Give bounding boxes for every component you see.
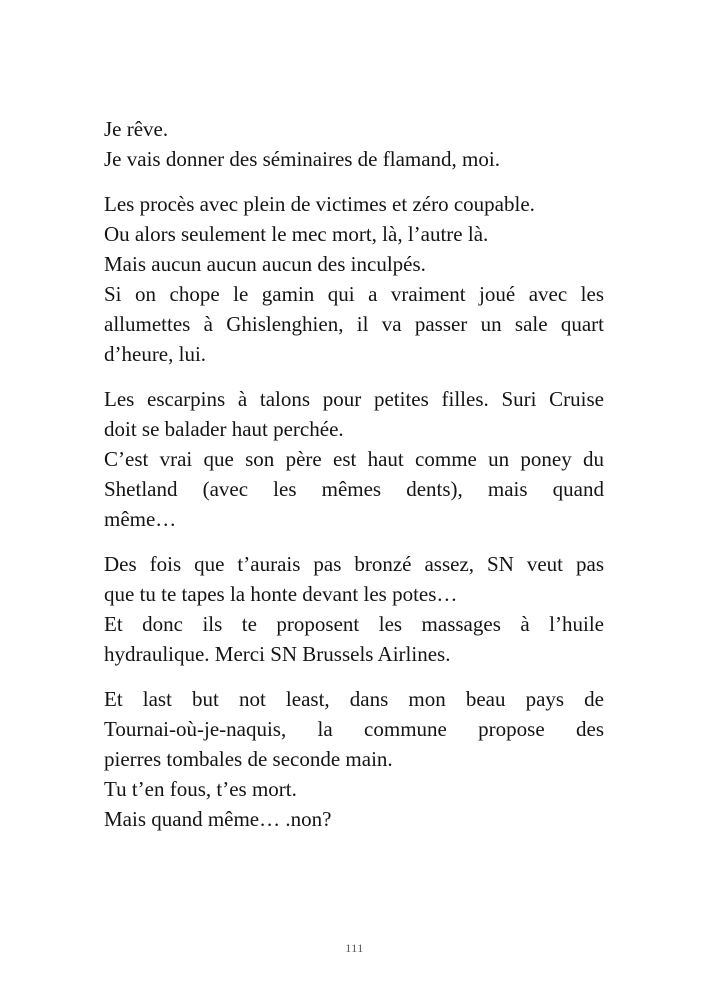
text-line: pierres tombales de seconde main. [104, 747, 393, 771]
text-line: Les procès avec plein de victimes et zéro coupable. [104, 192, 535, 216]
text-line: Des fois que t’aurais pas bronzé assez, SN veut pas [104, 552, 604, 576]
text-line: Je vais donner des séminaires de flamand, moi. [104, 147, 500, 171]
text-line: hydraulique. Merci SN Brussels Airlines. [104, 642, 451, 666]
text-line: Et donc ils te proposent les massages à l’huile [104, 612, 604, 636]
paragraph [104, 384, 604, 534]
text-line: Tournai-où-je-naquis, la commune propose des [104, 717, 604, 741]
text-line: Mais quand même… .non? [104, 807, 332, 831]
text-line: Tu t’en fous, t’es mort. [104, 777, 297, 801]
paragraph [104, 189, 604, 369]
text-line: C’est vrai que son père est haut comme un poney du [104, 447, 604, 471]
text-line: Les escarpins à talons pour petites filles. Suri Cruise [104, 387, 604, 411]
page-number: 111 [345, 941, 364, 955]
text-line: doit se balader haut perchée. [104, 417, 344, 441]
text-line: allumettes à Ghislenghien, il va passer un sale quart [104, 312, 604, 336]
text-line: Et last but not least, dans mon beau pays de [104, 687, 604, 711]
text-line: Ou alors seulement le mec mort, là, l’autre là. [104, 222, 489, 246]
text-line: même… [104, 507, 177, 531]
text-line: Shetland (avec les mêmes dents), mais quand [104, 477, 604, 501]
text-line: Si on chope le gamin qui a vraiment joué avec les [104, 282, 604, 306]
text-line: Mais aucun aucun aucun des inculpés. [104, 252, 426, 276]
text-line: Je rêve. [104, 117, 169, 141]
book-page-body [104, 114, 604, 849]
paragraph [104, 549, 604, 669]
paragraph [104, 114, 604, 174]
text-line: que tu te tapes la honte devant les potes… [104, 582, 458, 606]
text-line: d’heure, lui. [104, 342, 207, 366]
paragraph [104, 684, 604, 834]
